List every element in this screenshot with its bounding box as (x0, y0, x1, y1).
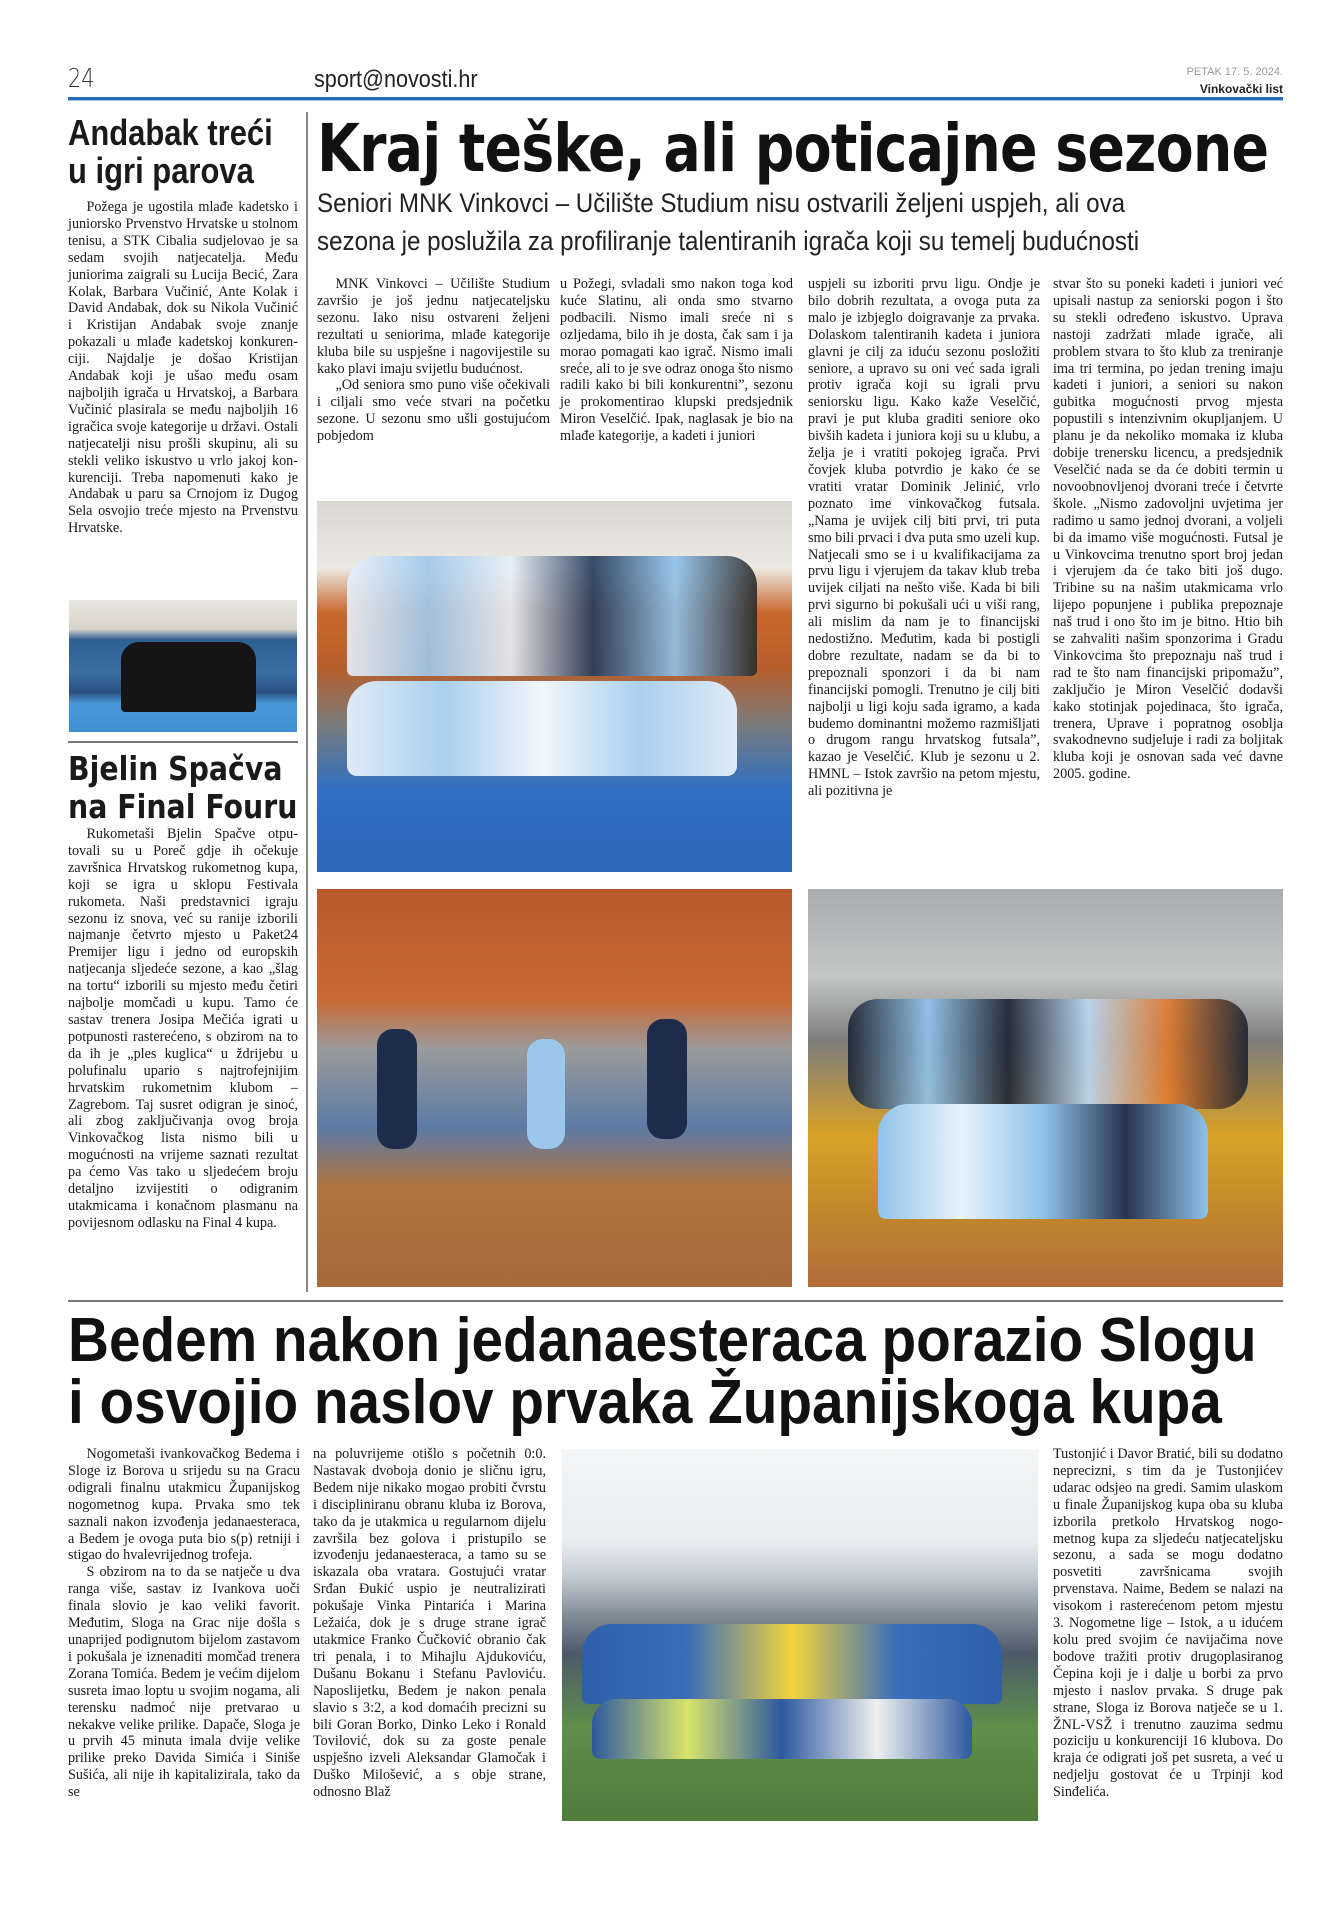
main-column-3 (808, 276, 1040, 800)
newspaper-name: Vinkovački list (1199, 82, 1283, 96)
paragraph: S obzirom na to da se natječe u dva ranga više, sastav iz Ivankova uoči finala slovio je kao veliki favorit. Međutim, Sloga na Grac nije došla s unaprijed podignutom bijelom zastavom i pokušala je iznenaditi momčad trenera Zorana Tomića. Bedem je većim dijelom susreta imao loptu u svojim nogama, ali terensku nadmoć nije pretvarao u nekakve velike prilike. Dapače, Sloga je u prvih 45 minuta imala dvije velike prilike preko Davida Simića i Siniše Sušića, ali nije ih kapitalizirala, tako da se (68, 1564, 300, 1801)
title-line: na Final Fouru (68, 787, 298, 826)
player (527, 1039, 565, 1149)
section-divider (68, 1300, 1283, 1302)
title-line: Andabak treći (68, 112, 273, 153)
paragraph: u Požegi, svladali smo nakon toga kod kuće Slatinu, ali onda smo stvarno podbacili. Nismo imali sreće ni s ozljedama, bilo ih je dosta, čak sam i ja morao pomagati kao igrač. Nismo imali sreće, ali to je sve odraz onoga što nismo radili kako bi bili konkurentni”, sezonu je prokomentirao klupski predsjednik Miron Veselčić. Ipak, naglasak je bio na mlađe kategorije, a kadeti i juniori (560, 276, 793, 445)
paragraph: uspjeli su izboriti prvu ligu. Ondje je bilo dobrih rezultata, a ovoga puta za malo je izbjeglo doigravanje za prvaka. Dolaskom talentiranih kadeta i juniora glavni je cilj za iduću sezonu posložiti seniore, a upravo su oni već sada igrali protiv igrača koji su igrali prvu seniorsku ligu. Kako kaže Veselčić, pravi je put kluba graditi seniore oko bivših kadeta i juniora koji su u klubu, a želja je i vratiti pokojeg igrača. Prvi čovjek kluba potvrdio je kako će se vratiti vratar Dominik Jelinić, vrlo poznato ime vinkovačkog futsala. „Nama je uvijek cilj biti prvi, tri puta smo bili prvaci i dva puta smo uzeli kup. Natjecali smo se i u kvalifikacijama za prvu ligu i vjerujem da takav klub treba uvijek ciljati na nešto više. Kada bi bili prvi sigurno bi pokušali ući u viši rang, ali mislim da nam je to financijski nedostižno. Međutim, kada bi postigli dobre rezultate, nadam se da bi to prepoznali sponzori i da bi nam financijski pomogli. Trenutno je cilj biti najbolji u ligi koju sada igramo, a kada budemo dominantni možemo razmišljati o drugom rangu hrvatskog futsala”, kazao je Veselčić. Klub je sezonu u 2. HMNL – Istok završio na petom mjestu, ali pozitivna je (808, 276, 1040, 800)
photo-table-tennis-team (69, 600, 297, 732)
players-kneeling (592, 1699, 972, 1759)
main-subtitle-line-1: Seniori MNK Vinkovci – Učilište Studium nisu ostvarili željeni uspjeh, ali ova (317, 188, 1126, 218)
main-column-2 (560, 276, 793, 445)
players-standing (347, 556, 757, 676)
player (647, 1019, 687, 1139)
players-group (878, 1104, 1208, 1219)
players-sitting (347, 681, 737, 776)
main-column-4 (1053, 276, 1283, 783)
photo-futsal-match (317, 889, 792, 1287)
bottom-column-1 (68, 1446, 300, 1801)
title-line: u igri parova (68, 150, 254, 191)
photo-football-team (562, 1449, 1038, 1821)
paragraph: stvar što su poneki kadeti i juniori već upisali nastup za seniorski pogon i što su stekli određeno iskustvo. Uprava nastoji zadržati mlade igrače, ali problem stvara to što klub za treniranje ima tri termina, po jedan trening imaju kadeti i juniori, a seniori su nakon gubitka mogućnosti prvog mjesta popustili s intenzivnim okupljanjem. U planu je da nekoliko momaka iz kluba dobije trenersku licencu, a predsjednik Veselčić nada se da će dobiti termin u novoobnovljenoj dvorani treće i četvrte škole. „Nismo zadovoljni uvjetima jer radimo u samo jednoj dvorani, a voljeli bi da imamo više mogućnosti. Futsal je u Vinkovcima trenutno sport broj jedan i vjerujem da će tako biti još dugo. Tribine su na našim utakmicama vrlo lijepo popunjene i publika prepoznaje naš trud i ono što im je bitno. Htio bih se zahvaliti našim sponzorima i Gradu Vinkovcima što prepoznaju naš trud i rad te što nam financijski pripomažu”, zaključio je Miron Veselčić dodavši kako stotinjak pojedinaca, što igrača, trenera, Uprave i popratnog osoblja svakodnevno sudjeluje i radi za boljitak kluba koji je osnovan sada već davne 2005. godine. (1053, 276, 1283, 783)
title-line: Bjelin Spačva (68, 749, 283, 788)
supporters-group (848, 999, 1248, 1109)
side-article-1-body (68, 199, 298, 537)
bottom-headline-line-1: Bedem nakon jedanaesteraca porazio Slogu (68, 1306, 1257, 1375)
side-article-2-body (68, 826, 298, 1232)
paragraph: „Od seniora smo puno više očekivali i ciljali smo veće stvari na početku sezone. U sezonu smo ušli gostujućom pobjedom (317, 377, 550, 445)
team-figures (121, 642, 256, 712)
paragraph: Tustonjić i Davor Bratić, bili su dodatno neprecizni, s tim da je Tustonjićev udarac odsjeo na gredi. Samim ulaskom u finale Županijskog kupa oba su kluba izborila pretkolo Hrvatskog nogometnog kupa za sljedeću natjecateljsku sezonu, a sada se mogu dodatno posvetiti završnicama svojih prvenstava. Naime, Bedem se nalazi na visokom i rasterećenom petom mjestu 3. Nogometne lige – Istok, a u idućem kolu pred svojim će navijačima nove bodove tražiti protiv drugoplasiranog Čepina koji je i dalje u borbi za prvo mjesto i naslov prvaka. S druge pak strane, Sloga iz Borova natječe se u 1. ŽNL-VSŽ i trenutno zauzima sedmu poziciju u konkurenciji 16 klubova. Do kraja će odigrati još pet susreta, a već u nedjelju gostovat će u Trpinji kod Sinđelića. (1053, 1446, 1283, 1801)
divider (68, 741, 298, 743)
section-email[interactable]: sport@novosti.hr (314, 66, 478, 93)
bottom-headline-line-2: i osvojio naslov prvaka Županijskoga kupa (68, 1368, 1222, 1437)
page-number: 24 (68, 64, 95, 94)
column-divider (306, 112, 308, 1292)
player (377, 1029, 417, 1149)
paragraph: na poluvrijeme otišlo s početnih 0:0. Nastavak dvoboja donio je sličnu igru, Bedem nije nikako mogao probiti čvrstu i discipliniranu obranu kluba iz Borova, tako da je utakmica u regularnom dijelu završila bez golova i pristupilo se izvođenju jedanaesteraca, a tamo su se iskazala oba vratara. Gostujući vratar Srđan Đukić uspio je neutralizirati pokušaje Vinka Pintarića i Marina Ležaića, dok je s druge strane igrač utakmice Franko Čučković obranio čak tri penala, i to Mihajlu Ajdukoviću, Dušanu Bokanu i Stefanu Pavloviću. Naposlijetku, Bedem je nakon penala slavio s 3:2, a kod domaćih precizni su bili Goran Borko, Dinko Leko i Ronald Tovilović, dok su za goste penale uspješno izveli Aleksandar Glamočak i Duško Milošević, a s obje strane, odnosno Blaž (313, 1446, 546, 1801)
paragraph: MNK Vinkovci – Učilište Studium završio je još jednu natjecateljsku sezonu. Iako nisu ostvareni željeni rezultati u seniorima, mlađe kategorije kluba bile su uspješne i nagovijestile su kako plavi imaju svijetlu budućnost. (317, 276, 550, 377)
bottom-column-2 (313, 1446, 546, 1801)
players-standing (582, 1624, 1002, 1704)
photo-team-celebration (808, 889, 1283, 1287)
main-column-1 (317, 276, 550, 445)
main-subtitle-line-2: sezona je poslužila za profiliranje talentiranih igrača koji su temelj budućnosti (317, 226, 1140, 256)
paragraph: Požega je ugostila mlađe kadetsko i juniorsko Prvenstvo Hrvatske u stolnom tenisu, a STK Cibalia sudjelovao je sa sedam svojih natjecatelja. Među juniorima zaigrali su Lucija Becić, Zara Kolak, Barbara Vučinić, Ante Kolak i David Andabak, dok su Nikola Vučinić i Kristijan Andabak svoje znanje pokazali u mlađe kadetskoj konkurenciji. Najdalje je došao Kristijan Andabak koji je ušao među osam najboljih igrača u Hrvatskoj, a Barbara Vučinić plasirala se među najboljih 16 igračica svoje kategorije u državi. Ostali natjecatelji nisu prošli skupinu, ali su stekli veliko iskustvo u vrlo jakoj konkurenciji. Treba napomenuti kako je Andabak u paru sa Crnojom iz Dugog Sela osvojio treće mjesto na Prvenstvu Hrvatske. (68, 199, 298, 537)
photo-futsal-team (317, 501, 792, 872)
paragraph: Nogometaši ivankovačkog Bedema i Sloge iz Borova u srijedu su na Gracu odigrali finalnu utakmicu Županijskog nogometnog kupa. Prvaka smo tek saznali nakon izvođenja jedanaesteraca, a Bedem je ovoga puta bio s(p) retniji i stigao do hvalevrijednog trofeja. (68, 1446, 300, 1564)
paragraph: Rukometaši Bjelin Spačve otputovali su u Poreč gdje ih očekuje završnica Hrvatskog rukometnog kupa, koji se igra u sklopu Festivala rukometa. Naši predstavnici igraju sezonu iz snova, već su ranije izborili najmanje četvrto mjesto u Paket24 Premijer ligu i jedno od europskih natjecanja sljedeće sezone, a kao „šlag na tortu“ izborili su mjesto među četiri najbolje momčadi u kupu. Tamo će sastav trenera Josipa Mečića igrati u potpunosti rasterećeno, s obzirom na to da ih je „ples kuglica“ u ždrijebu u polufinalu upario s najtrofejnijim hrvatskim rukometnim klubom – Zagrebom. Taj susret odigran je sinoć, ali zbog zaključivanja ovog broja Vinkovačkog lista nismo bili u mogućnosti na vrijeme saznati rezultat pa ćemo Vas tako u sljedećem broju detaljno izvijestiti o odigranim utakmicama i konačnom plasmanu na povijesnom odlasku na Final 4 kupa. (68, 826, 298, 1231)
header-rule (68, 97, 1283, 101)
bottom-column-3 (1053, 1446, 1283, 1801)
side-article-2-title (68, 750, 297, 826)
main-headline: Kraj teške, ali poticajne sezone (317, 110, 1269, 187)
side-article-1-title (68, 114, 273, 190)
issue-date: PETAK 17. 5. 2024. (1186, 66, 1283, 78)
